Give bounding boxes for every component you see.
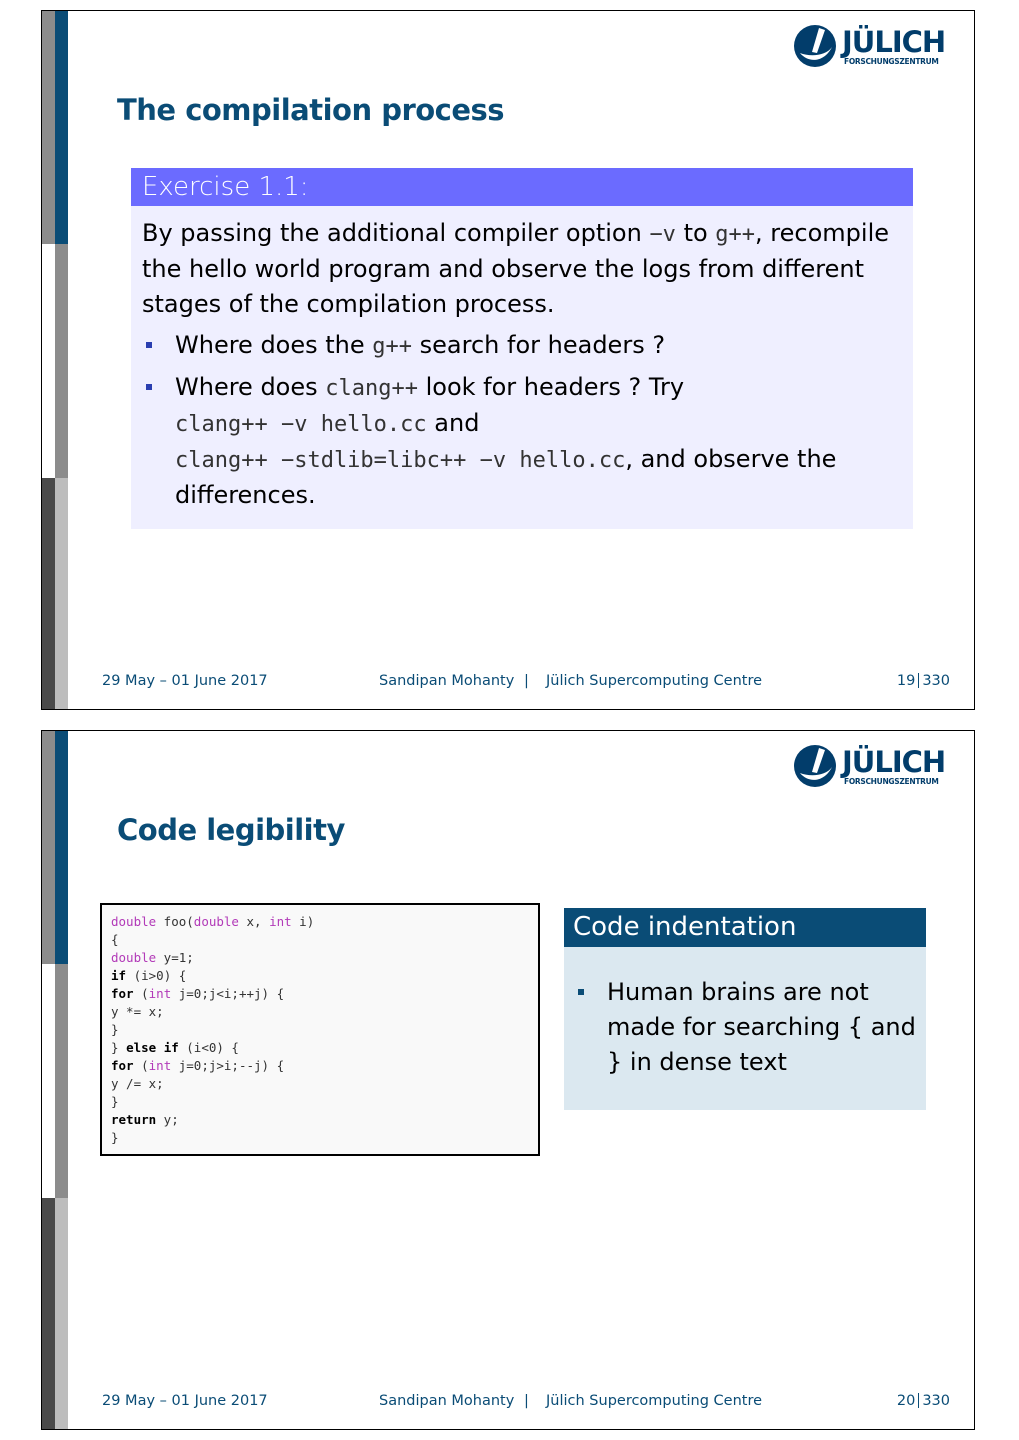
code-inline: g++ <box>372 334 413 359</box>
text: Where does the <box>175 331 373 359</box>
footer-author: Sandipan Mohanty <box>379 673 515 689</box>
julich-logo-mark-icon <box>792 743 838 789</box>
footer-date: 29 May – 01 June 2017 <box>102 1393 268 1409</box>
code-indentation-block <box>564 908 926 1110</box>
page-total: 330 <box>922 1393 950 1409</box>
exercise-block <box>131 168 913 529</box>
page-total: 330 <box>922 673 950 689</box>
page-current: 19 <box>896 673 916 689</box>
stripe-decor <box>42 731 55 964</box>
stripe-decor <box>55 964 68 1198</box>
page-current: 20 <box>896 1393 916 1409</box>
code-line: double foo(double x, int i) <box>111 914 315 929</box>
page-number <box>897 1393 950 1409</box>
code-inline: clang++ −stdlib=libc++ −v hello.cc <box>175 448 626 473</box>
code-line: if (i>0) { <box>111 968 187 983</box>
code-line: } <box>111 1094 119 1109</box>
text: and <box>426 409 480 437</box>
footer-separator: | <box>524 1393 529 1409</box>
code-line: y *= x; <box>111 1004 164 1019</box>
stripe-decor <box>42 964 55 1198</box>
footer-author: Sandipan Mohanty <box>379 1393 515 1409</box>
julich-logo <box>792 23 950 75</box>
footer-separator: | <box>524 673 529 689</box>
code-inline: clang++ <box>325 376 418 401</box>
footer-date: 29 May – 01 June 2017 <box>102 673 268 689</box>
code-inline: −v <box>649 222 676 247</box>
stripe-decor <box>42 244 55 478</box>
julich-logo-mark-icon <box>792 23 838 69</box>
stripe-decor <box>55 244 68 478</box>
page-number <box>897 673 950 689</box>
code-inline: g++ <box>715 222 756 247</box>
bullet-square-icon <box>578 989 584 995</box>
code-inline: clang++ −v hello.cc <box>175 412 427 437</box>
stripe-decor <box>42 1198 55 1430</box>
stripe-decor <box>42 478 55 710</box>
code-listing <box>100 903 540 1156</box>
slide-19 <box>41 10 975 710</box>
text: , and observe the differences. <box>175 445 837 509</box>
text: look for headers ? Try <box>417 373 685 401</box>
block-title: Code indentation <box>564 908 926 947</box>
footer-institution: Jülich Supercomputing Centre <box>546 1393 763 1409</box>
stripe-decor <box>55 731 68 964</box>
logo-wordmark: JÜLICH <box>842 25 946 59</box>
bullet-square-icon <box>146 384 152 390</box>
bullet-square-icon <box>146 342 152 348</box>
logo-subtitle: FORSCHUNGSZENTRUM <box>844 777 939 786</box>
stripe-decor <box>55 478 68 710</box>
code-line: y /= x; <box>111 1076 164 1091</box>
text: to <box>675 219 716 247</box>
code-line: double y=1; <box>111 950 194 965</box>
text: , recompile the hello world program and observe the logs from different stages of the compilation process. <box>142 219 890 318</box>
exercise-title: Exercise 1.1: <box>131 168 913 206</box>
text: Where does <box>175 373 326 401</box>
list-item <box>142 328 902 364</box>
stripe-decor <box>55 1198 68 1430</box>
logo-subtitle: FORSCHUNGSZENTRUM <box>844 57 939 66</box>
julich-logo <box>792 743 950 795</box>
code-line: } <box>111 1130 119 1145</box>
code-line: for (int j=0;j>i;--j) { <box>111 1058 285 1073</box>
slide-title: The compilation process <box>117 93 505 127</box>
code-line: } <box>111 1022 119 1037</box>
code-line: } else if (i<0) { <box>111 1040 239 1055</box>
logo-wordmark: JÜLICH <box>842 745 946 779</box>
list-item <box>574 975 916 1080</box>
text: Human brains are not made for searching { and } in dense text <box>607 978 916 1076</box>
code-line: { <box>111 932 119 947</box>
stripe-decor <box>42 11 55 244</box>
text: By passing the additional compiler option <box>142 219 650 247</box>
code-line: for (int j=0;j<i;++j) { <box>111 986 285 1001</box>
slide-20 <box>41 730 975 1430</box>
code-line: return y; <box>111 1112 179 1127</box>
footer-institution: Jülich Supercomputing Centre <box>546 673 763 689</box>
stripe-decor <box>55 11 68 244</box>
list-item <box>142 370 902 513</box>
slide-title: Code legibility <box>117 813 345 847</box>
exercise-intro <box>142 216 902 322</box>
block-body <box>564 947 926 1110</box>
text: search for headers ? <box>412 331 666 359</box>
exercise-body <box>131 206 913 529</box>
